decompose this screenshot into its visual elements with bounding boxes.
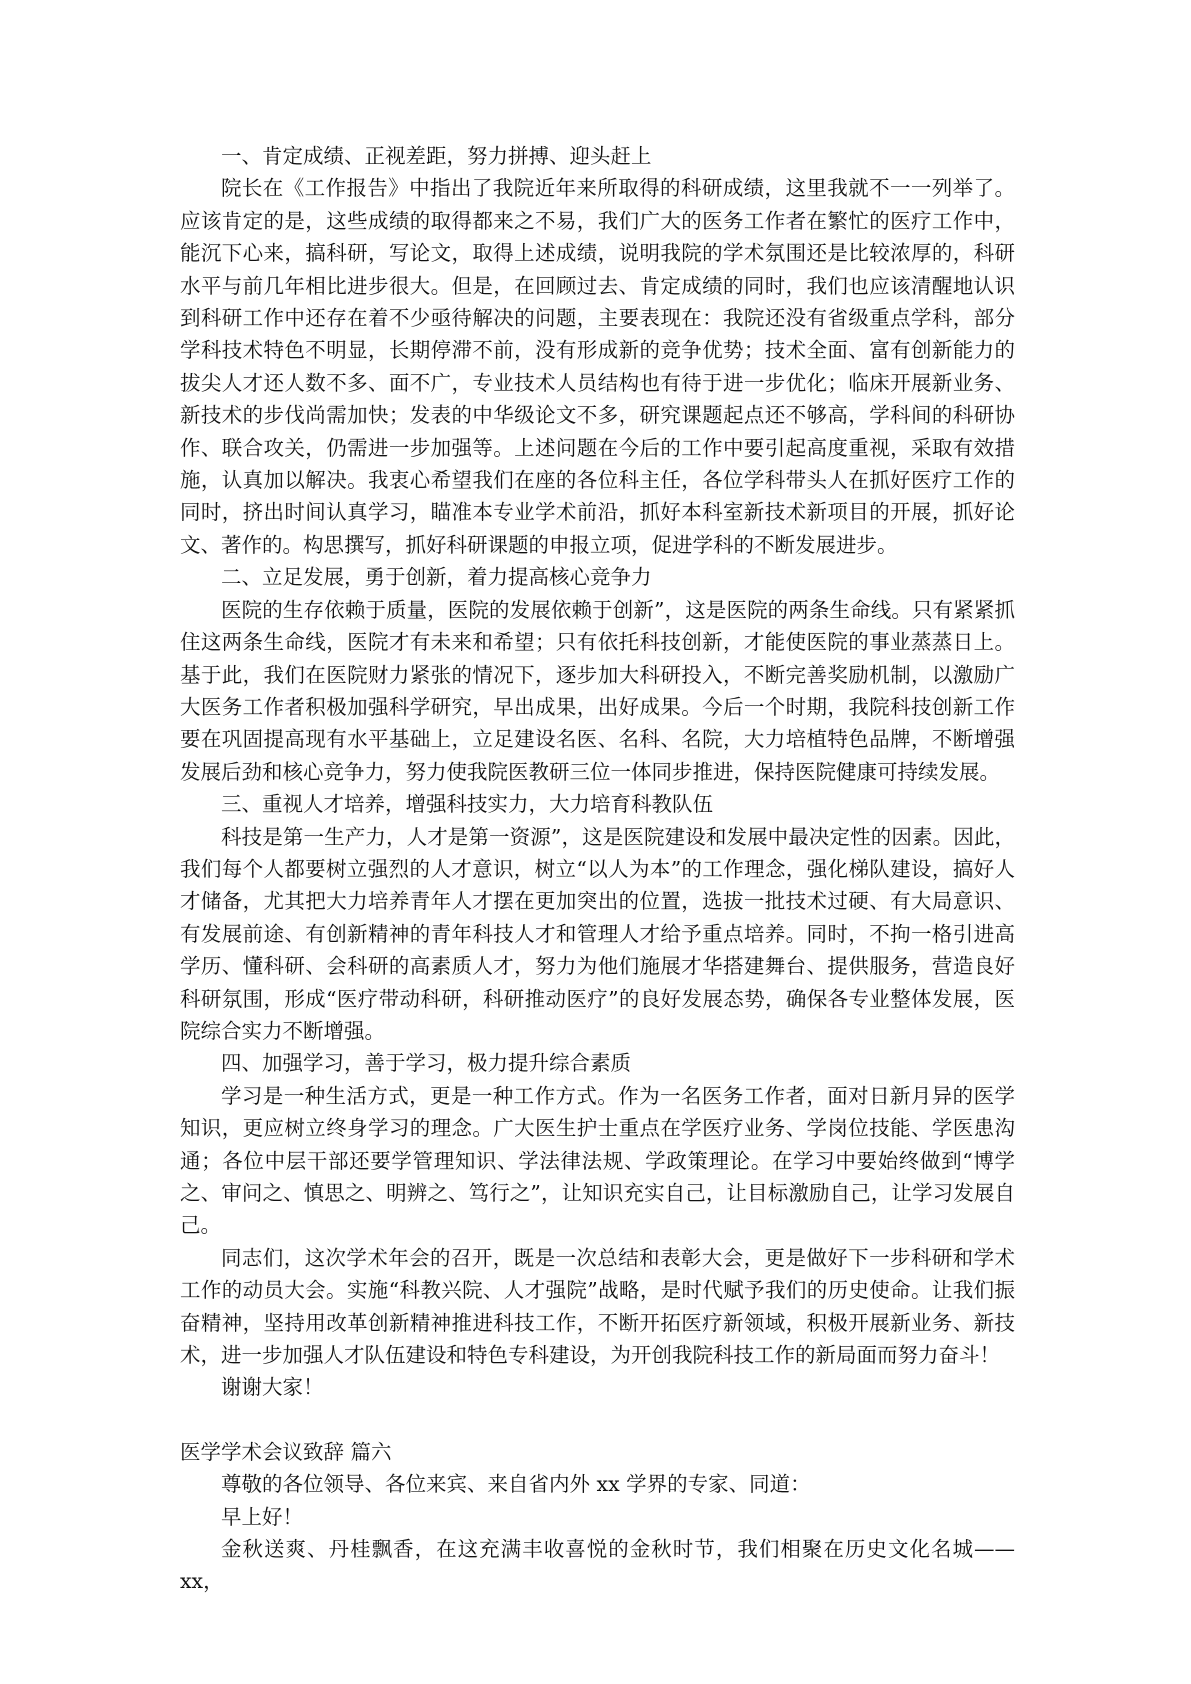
salutation: 尊敬的各位领导、各位来宾、来自省内外 xx 学界的专家、同道： [221, 1472, 811, 1497]
paragraph: 院长在《工作报告》中指出了我院近年来所取得的科研成绩，这里我就不一一列举了。应该肯定的是，这些成绩的取得都来之不易，我们广大的医务工作者在繁忙的医疗工作中，能沉下心来，搞科研，写论文，取得上述成绩，说明我院的学术氛围还是比较浓厚的，科研水平与前几年相比进步很大。但是，在回顾过去、肯定成绩的同时，我们也应该清醒地认识到科研工作中还存在着不少亟待解决的问题，主要表现在：我院还没有省级重点学科，部分学科技术特色不明显，长期停滞不前，没有形成新的竞争优势；技术全面、富有创新能力的拔尖人才还人数不多、面不广，专业技术人员结构也有待于进一步优化；临床开展新业务、新技术的步伐尚需加快；发表的中华级论文不多，研究课题起点还不够高，学科间的科研协作、联合攻关，仍需进一步加强等。上述问题在今后的工作中要引起高度重视，采取有效措施，认真加以解决。我衷心希望我们在座的各位科主任，各位学科带头人在抓好医疗工作的同时，挤出时间认真学习，瞄准本专业学术前沿，抓好本科室新技术新项目的开展，抓好论文、著作的。构思撰写，抓好科研课题的申报立项，促进学科的不断发展进步。 [180, 176, 1015, 557]
section-heading: 四、加强学习，善于学习，极力提升综合素质 [221, 1051, 631, 1076]
thanks-line: 谢谢大家！ [221, 1375, 324, 1400]
paragraph: 学习是一种生活方式，更是一种工作方式。作为一名医务工作者，面对日新月异的医学知识，更应树立终身学习的理念。广大医生护士重点在学医疗业务、学岗位技能、学医患沟通；各位中层干部还要学管理知识、学法律法规、学政策理论。在学习中要始终做到“博学之、审问之、慎思之、明辨之、笃行之”，让知识充实自己，让目标激励自己，让学习发展自己。 [180, 1083, 1015, 1238]
paragraph: 科技是第一生产力，人才是第一资源”，这是医院建设和发展中最决定性的因素。因此，我们每个人都要树立强烈的人才意识，树立“以人为本”的工作理念，强化梯队建设，搞好人才储备，尤其把大力培养青年人才摆在更加突出的位置，选拔一批技术过硬、有大局意识、有发展前途、有创新精神的青年科技人才和管理人才给予重点培养。同时，不拘一格引进高学历、懂科研、会科研的高素质人才，努力为他们施展才华搭建舞台、提供服务，营造良好科研氛围，形成“医疗带动科研，科研推动医疗”的良好发展态势，确保各专业整体发展，医院综合实力不断增强。 [180, 824, 1015, 1043]
closing-paragraph: 同志们，这次学术年会的召开，既是一次总结和表彰大会，更是做好下一步科研和学术工作的动员大会。实施“科教兴院、人才强院”战略，是时代赋予我们的历史使命。让我们振奋精神，坚持用改革创新精神推进科技工作，不断开拓医疗新领域，积极开展新业务、新技术，进一步加强人才队伍建设和特色专科建设，为开创我院科技工作的新局面而努力奋斗！ [180, 1245, 1015, 1368]
paragraph: 医院的生存依赖于质量，医院的发展依赖于创新”，这是医院的两条生命线。只有紧紧抓住这两条生命线，医院才有未来和希望；只有依托科技创新，才能使医院的事业蒸蒸日上。基于此，我们在医院财力紧张的情况下，逐步加大科研投入，不断完善奖励机制，以激励广大医务工作者积极加强科学研究，早出成果，出好成果。今后一个时期，我院科技创新工作要在巩固提高现有水平基础上，立足建设名医、名科、名院，大力培植特色品牌，不断增强发展后劲和核心竞争力，努力使我院医教研三位一体同步推进，保持医院健康可持续发展。 [180, 597, 1015, 784]
document-page [180, 140, 1015, 1598]
greeting: 早上好！ [221, 1504, 303, 1529]
opening-paragraph: 金秋送爽、丹桂飘香，在这充满丰收喜悦的金秋时节，我们相聚在历史文化名城——xx， [180, 1537, 1015, 1594]
section-heading: 三、重视人才培养，增强科技实力，大力培育科教队伍 [221, 792, 713, 817]
section-heading: 一、肯定成绩、正视差距，努力拼搏、迎头赶上 [221, 144, 652, 168]
section-heading: 二、立足发展，勇于创新，着力提高核心竞争力 [221, 565, 652, 590]
article-title: 医学学术会议致辞 篇六 [180, 1439, 392, 1464]
